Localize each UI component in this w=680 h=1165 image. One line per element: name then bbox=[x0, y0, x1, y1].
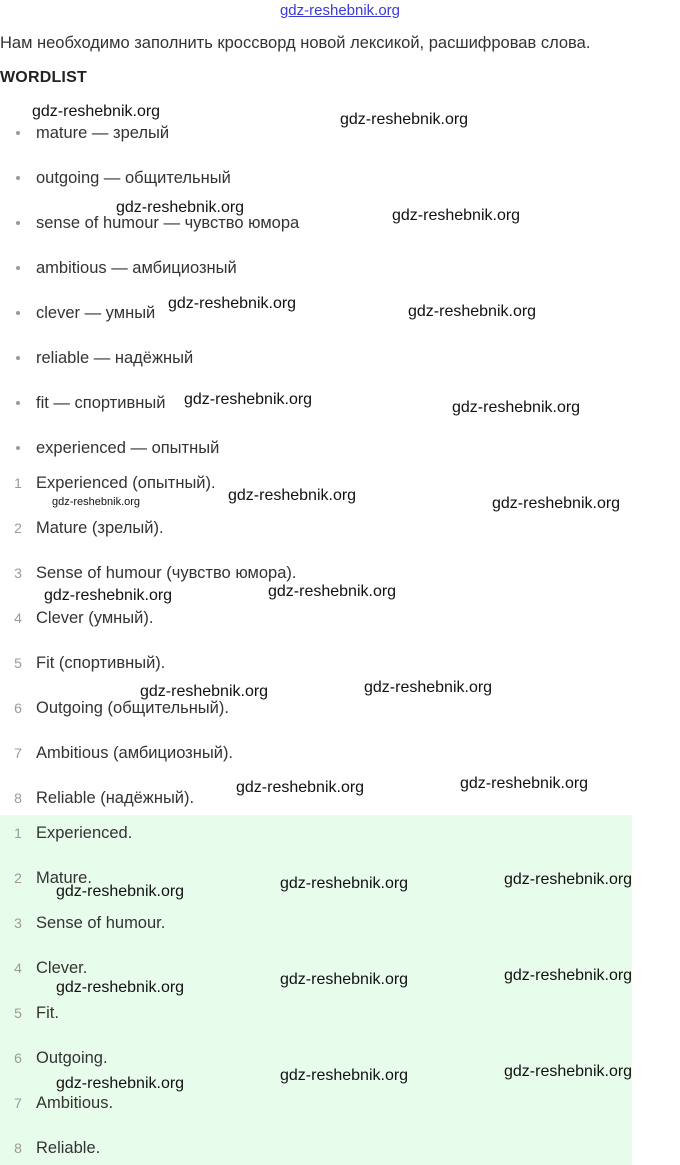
watermark: gdz-reshebnik.org bbox=[340, 111, 469, 128]
list-item-text: Fit (спортивный). bbox=[36, 654, 166, 672]
answer-text: Outgoing. bbox=[36, 1049, 108, 1067]
list-number: 3 bbox=[14, 565, 22, 581]
answer-text: Clever. bbox=[36, 959, 88, 977]
list-item-text: Experienced (опытный). bbox=[36, 474, 216, 492]
list-number: 8 bbox=[14, 790, 22, 806]
watermark: gdz-reshebnik.org bbox=[364, 679, 493, 696]
watermark: gdz-reshebnik.org bbox=[56, 883, 185, 900]
watermark: gdz-reshebnik.org bbox=[504, 967, 633, 984]
wordlist-item-text: outgoing — общительный bbox=[36, 169, 231, 187]
answer-text: Ambitious. bbox=[36, 1094, 114, 1112]
wordlist-item-text: mature — зрелый bbox=[36, 124, 170, 142]
answer-number: 1 bbox=[14, 825, 22, 841]
wordlist-title: WORDLIST bbox=[0, 69, 87, 86]
answer-number: 8 bbox=[14, 1140, 22, 1156]
watermark: gdz-reshebnik.org bbox=[56, 979, 185, 996]
bullet-icon bbox=[16, 221, 20, 225]
list-item-text: Sense of humour (чувство юмора). bbox=[36, 564, 297, 582]
wordlist-item-text: clever — умный bbox=[36, 304, 156, 322]
list-number: 5 bbox=[14, 655, 22, 671]
list-number: 2 bbox=[14, 520, 22, 536]
watermark: gdz-reshebnik.org bbox=[44, 587, 173, 604]
list-number: 4 bbox=[14, 610, 22, 626]
bullet-icon bbox=[16, 266, 20, 270]
answer-text: Fit. bbox=[36, 1004, 59, 1022]
watermark: gdz-reshebnik.org bbox=[168, 295, 297, 312]
wordlist-item-text: ambitious — амбициозный bbox=[36, 259, 237, 277]
watermark: gdz-reshebnik.org bbox=[492, 495, 621, 512]
watermark: gdz-reshebnik.org bbox=[52, 496, 141, 508]
intro-text: Нам необходимо заполнить кроссворд новой лексикой, расшифровав слова. bbox=[0, 34, 591, 52]
answer-text: Reliable. bbox=[36, 1139, 101, 1157]
list-item-text: Reliable (надёжный). bbox=[36, 789, 195, 807]
watermark: gdz-reshebnik.org bbox=[408, 303, 537, 320]
list-number: 7 bbox=[14, 745, 22, 761]
bullet-icon bbox=[16, 311, 20, 315]
list-number: 6 bbox=[14, 700, 22, 716]
list-item-text: Clever (умный). bbox=[36, 609, 154, 627]
watermark: gdz-reshebnik.org bbox=[140, 683, 269, 700]
watermark: gdz-reshebnik.org bbox=[116, 199, 245, 216]
bullet-icon bbox=[16, 176, 20, 180]
watermark: gdz-reshebnik.org bbox=[56, 1075, 185, 1092]
watermark: gdz-reshebnik.org bbox=[460, 775, 589, 792]
watermark: gdz-reshebnik.org bbox=[504, 1063, 633, 1080]
answer-number: 5 bbox=[14, 1005, 22, 1021]
answer-number: 3 bbox=[14, 915, 22, 931]
bullet-icon bbox=[16, 131, 20, 135]
watermark: gdz-reshebnik.org bbox=[280, 971, 409, 988]
list-item-text: Mature (зрелый). bbox=[36, 519, 164, 537]
watermark: gdz-reshebnik.org bbox=[280, 1067, 409, 1084]
wordlist-item-text: fit — спортивный bbox=[36, 394, 166, 412]
list-item-text: Outgoing (общительный). bbox=[36, 699, 229, 717]
watermark: gdz-reshebnik.org bbox=[236, 779, 365, 796]
bullet-icon bbox=[16, 401, 20, 405]
wordlist-item-text: experienced — опытный bbox=[36, 439, 220, 457]
answer-number: 4 bbox=[14, 960, 22, 976]
answer-number: 7 bbox=[14, 1095, 22, 1111]
watermark: gdz-reshebnik.org bbox=[228, 487, 357, 504]
answer-number: 2 bbox=[14, 870, 22, 886]
wordlist-item-text: sense of humour — чувство юмора bbox=[36, 214, 300, 232]
list-number: 1 bbox=[14, 475, 22, 491]
watermark: gdz-reshebnik.org bbox=[504, 871, 633, 888]
watermark: gdz-reshebnik.org bbox=[268, 583, 397, 600]
answer-text: Sense of humour. bbox=[36, 914, 166, 932]
site-link[interactable]: gdz-reshebnik.org bbox=[279, 2, 401, 19]
watermark: gdz-reshebnik.org bbox=[184, 391, 313, 408]
watermark: gdz-reshebnik.org bbox=[392, 207, 521, 224]
watermark: gdz-reshebnik.org bbox=[452, 399, 581, 416]
watermark: gdz-reshebnik.org bbox=[32, 103, 161, 120]
list-item-text: Ambitious (амбициозный). bbox=[36, 744, 234, 762]
answer-text: Mature. bbox=[36, 869, 92, 887]
bullet-icon bbox=[16, 356, 20, 360]
answer-text: Experienced. bbox=[36, 824, 133, 842]
watermark: gdz-reshebnik.org bbox=[280, 875, 409, 892]
answer-number: 6 bbox=[14, 1050, 22, 1066]
bullet-icon bbox=[16, 446, 20, 450]
wordlist-item-text: reliable — надёжный bbox=[36, 349, 194, 367]
